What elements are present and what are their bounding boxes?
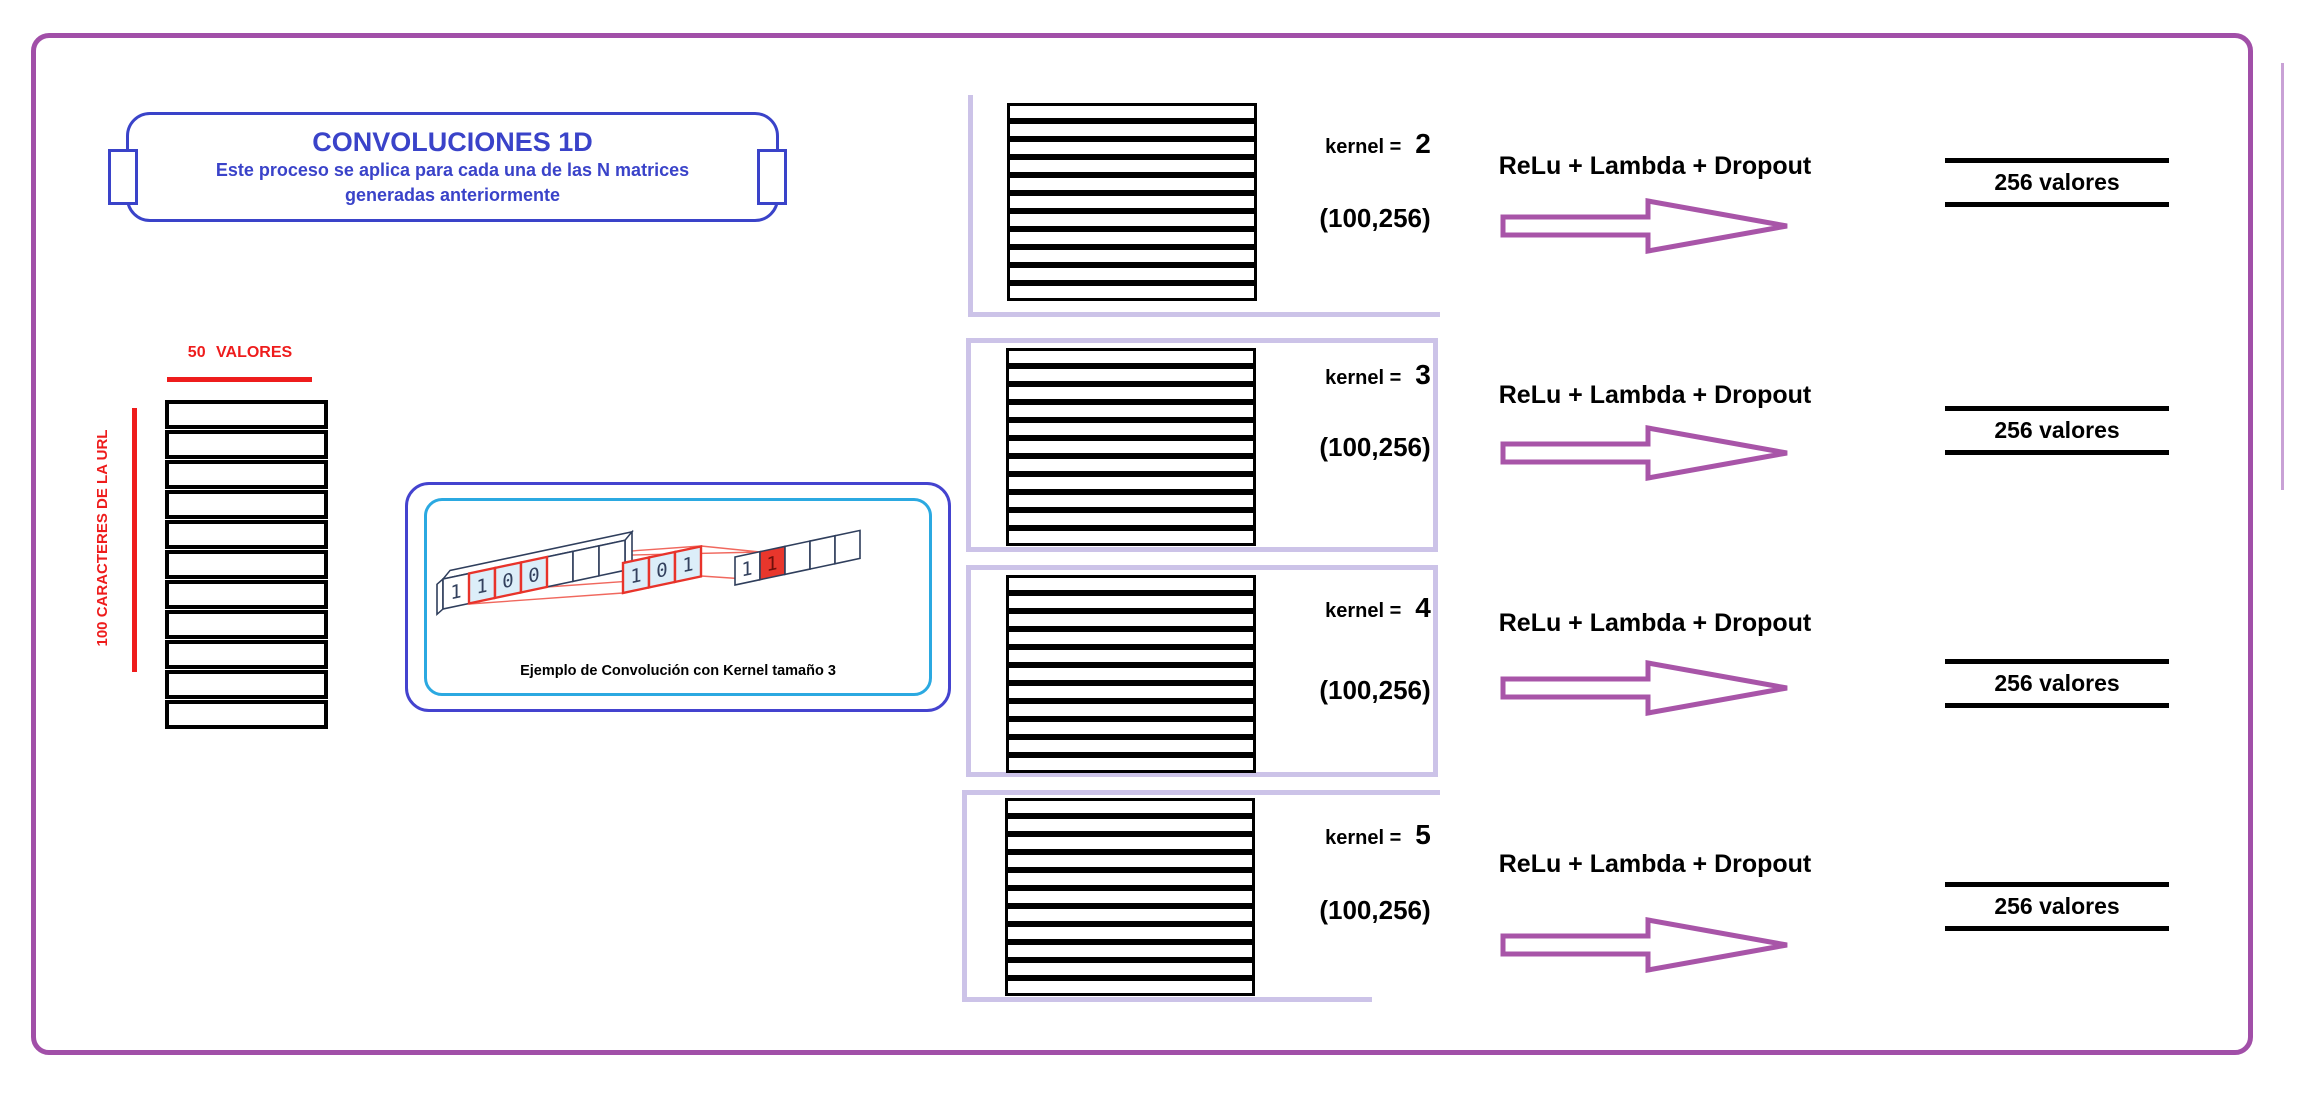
output-row-4 — [1945, 882, 2169, 931]
example-output-strip — [735, 530, 860, 585]
matrix-bar — [1007, 175, 1257, 193]
output-label-3: 256 valores — [1994, 670, 2120, 696]
matrix-bar — [1007, 247, 1257, 265]
activation-label-2: ReLu + Lambda + Dropout — [1498, 381, 1812, 409]
matrix-bar — [1007, 193, 1257, 211]
example-input-strip — [437, 532, 632, 614]
matrix-bar — [1006, 384, 1256, 402]
matrix-bar — [1006, 755, 1256, 773]
matrix-bar — [1005, 798, 1255, 816]
kernel-value-2: 3 — [1415, 359, 1431, 390]
matrix-bar — [1006, 611, 1256, 629]
matrix-bar — [1006, 348, 1256, 366]
kernel-eq-4: kernel = — [1325, 827, 1402, 849]
input-cell-3: 0 — [528, 562, 540, 588]
kernel-value-1: 2 — [1415, 128, 1431, 159]
title-box — [126, 112, 779, 222]
input-matrix — [165, 400, 328, 730]
input-cell-2: 0 — [502, 568, 514, 594]
matrix-bar — [1006, 510, 1256, 528]
example-kernel-strip — [623, 546, 701, 593]
matrix-bar — [1006, 366, 1256, 384]
output-row-3 — [1945, 659, 2169, 708]
output-line-bottom — [1945, 202, 2169, 207]
kernel-label-2 — [1293, 359, 1463, 391]
matrix-bar — [1005, 870, 1255, 888]
kernel-label-3 — [1293, 592, 1463, 624]
flow-arrow-4 — [1500, 916, 1790, 974]
kernel-eq-3: kernel = — [1325, 600, 1402, 622]
matrix-bar — [1007, 121, 1257, 139]
matrix-bar — [165, 430, 328, 459]
matrix-bar — [1006, 420, 1256, 438]
output-label-4: 256 valores — [1994, 893, 2120, 919]
matrix-bar — [1005, 942, 1255, 960]
matrix-bar — [1007, 283, 1257, 301]
rows-axis-line — [132, 408, 137, 672]
matrix-bar — [165, 610, 328, 639]
right-accent-line — [2281, 63, 2284, 490]
output-row-2 — [1945, 406, 2169, 455]
rows-label: 100 CARACTERES DE LA URL — [94, 429, 111, 647]
output-cell-1: 1 — [766, 551, 778, 577]
conv-matrix-1 — [1007, 103, 1257, 301]
matrix-bar — [1007, 229, 1257, 247]
output-line-bottom — [1945, 450, 2169, 455]
conv-block1-frame-left — [968, 95, 973, 317]
matrix-bar — [1005, 906, 1255, 924]
input-cell-0: 1 — [450, 579, 462, 605]
matrix-bar — [1005, 816, 1255, 834]
activation-label-3: ReLu + Lambda + Dropout — [1498, 609, 1812, 637]
matrix-bar — [165, 550, 328, 579]
matrix-bar — [1007, 211, 1257, 229]
flow-arrow-1 — [1500, 197, 1790, 255]
conv-block4-frame-bottom — [962, 997, 1372, 1002]
kernel-cell-1: 0 — [656, 557, 668, 583]
conv-block4-frame-top — [962, 790, 1440, 795]
matrix-bar — [1006, 492, 1256, 510]
example-caption: Ejemplo de Convolución con Kernel tamaño 3 — [520, 663, 836, 679]
matrix-bar — [1006, 647, 1256, 665]
input-cell-1: 1 — [476, 573, 488, 599]
matrix-bar — [165, 670, 328, 699]
shape-label-1: (100,256) — [1319, 203, 1431, 233]
kernel-value-4: 5 — [1415, 819, 1431, 850]
page-subtitle-line2: generadas anteriormente — [344, 184, 561, 205]
conv-block4-frame-left — [962, 790, 967, 1002]
matrix-bar — [1006, 528, 1256, 546]
output-line-bottom — [1945, 703, 2169, 708]
conv-block1-frame-bottom — [968, 312, 1440, 317]
kernel-eq-2: kernel = — [1325, 367, 1402, 389]
page-title: CONVOLUCIONES 1D — [312, 127, 593, 158]
convolution-illustration — [435, 505, 932, 647]
flow-arrow-2 — [1500, 424, 1790, 482]
output-row-1 — [1945, 158, 2169, 207]
matrix-bar — [165, 460, 328, 489]
matrix-bar — [1006, 719, 1256, 737]
title-box-right-tab — [757, 149, 787, 205]
columns-label: 50 VALORES — [187, 344, 293, 361]
matrix-bar — [1007, 265, 1257, 283]
matrix-bar — [1005, 834, 1255, 852]
matrix-bar — [1007, 103, 1257, 121]
shape-label-3: (100,256) — [1319, 675, 1431, 705]
matrix-bar — [1006, 737, 1256, 755]
conv-matrix-3 — [1006, 575, 1256, 773]
flow-arrow-3 — [1500, 659, 1790, 717]
page-subtitle-line1: Este proceso se aplica para cada una de las N matrices — [215, 160, 690, 181]
example-box-outer — [405, 482, 951, 712]
kernel-label-1 — [1293, 128, 1463, 160]
matrix-bar — [165, 520, 328, 549]
matrix-bar — [165, 700, 328, 729]
matrix-bar — [1005, 888, 1255, 906]
matrix-bar — [165, 580, 328, 609]
matrix-bar — [165, 640, 328, 669]
matrix-bar — [1006, 629, 1256, 647]
matrix-bar — [165, 400, 328, 429]
matrix-bar — [1005, 978, 1255, 996]
kernel-label-4 — [1293, 819, 1463, 851]
kernel-cell-2: 1 — [682, 552, 694, 578]
matrix-bar — [1006, 438, 1256, 456]
example-box-inner — [424, 498, 932, 696]
matrix-bar — [1006, 474, 1256, 492]
matrix-bar — [1006, 456, 1256, 474]
matrix-bar — [1006, 665, 1256, 683]
matrix-bar — [1006, 402, 1256, 420]
matrix-bar — [1006, 593, 1256, 611]
conv-matrix-2 — [1006, 348, 1256, 546]
matrix-bar — [165, 490, 328, 519]
matrix-bar — [1005, 960, 1255, 978]
kernel-cell-0: 1 — [630, 563, 642, 589]
activation-label-1: ReLu + Lambda + Dropout — [1498, 152, 1812, 180]
output-line-bottom — [1945, 926, 2169, 931]
matrix-bar — [1007, 139, 1257, 157]
matrix-bar — [1006, 575, 1256, 593]
matrix-bar — [1005, 924, 1255, 942]
matrix-bar — [1006, 701, 1256, 719]
shape-label-2: (100,256) — [1319, 432, 1431, 462]
matrix-bar — [1005, 852, 1255, 870]
matrix-bar — [1006, 683, 1256, 701]
matrix-bar — [1007, 157, 1257, 175]
output-label-2: 256 valores — [1994, 417, 2120, 443]
title-box-left-tab — [108, 149, 138, 205]
kernel-eq-1: kernel = — [1325, 136, 1402, 158]
activation-label-4: ReLu + Lambda + Dropout — [1498, 850, 1812, 878]
output-cell-0: 1 — [741, 556, 753, 582]
output-label-1: 256 valores — [1994, 169, 2120, 195]
shape-label-4: (100,256) — [1319, 895, 1431, 925]
columns-underline — [167, 377, 312, 382]
conv-matrix-4 — [1005, 798, 1255, 996]
kernel-value-3: 4 — [1415, 592, 1431, 623]
